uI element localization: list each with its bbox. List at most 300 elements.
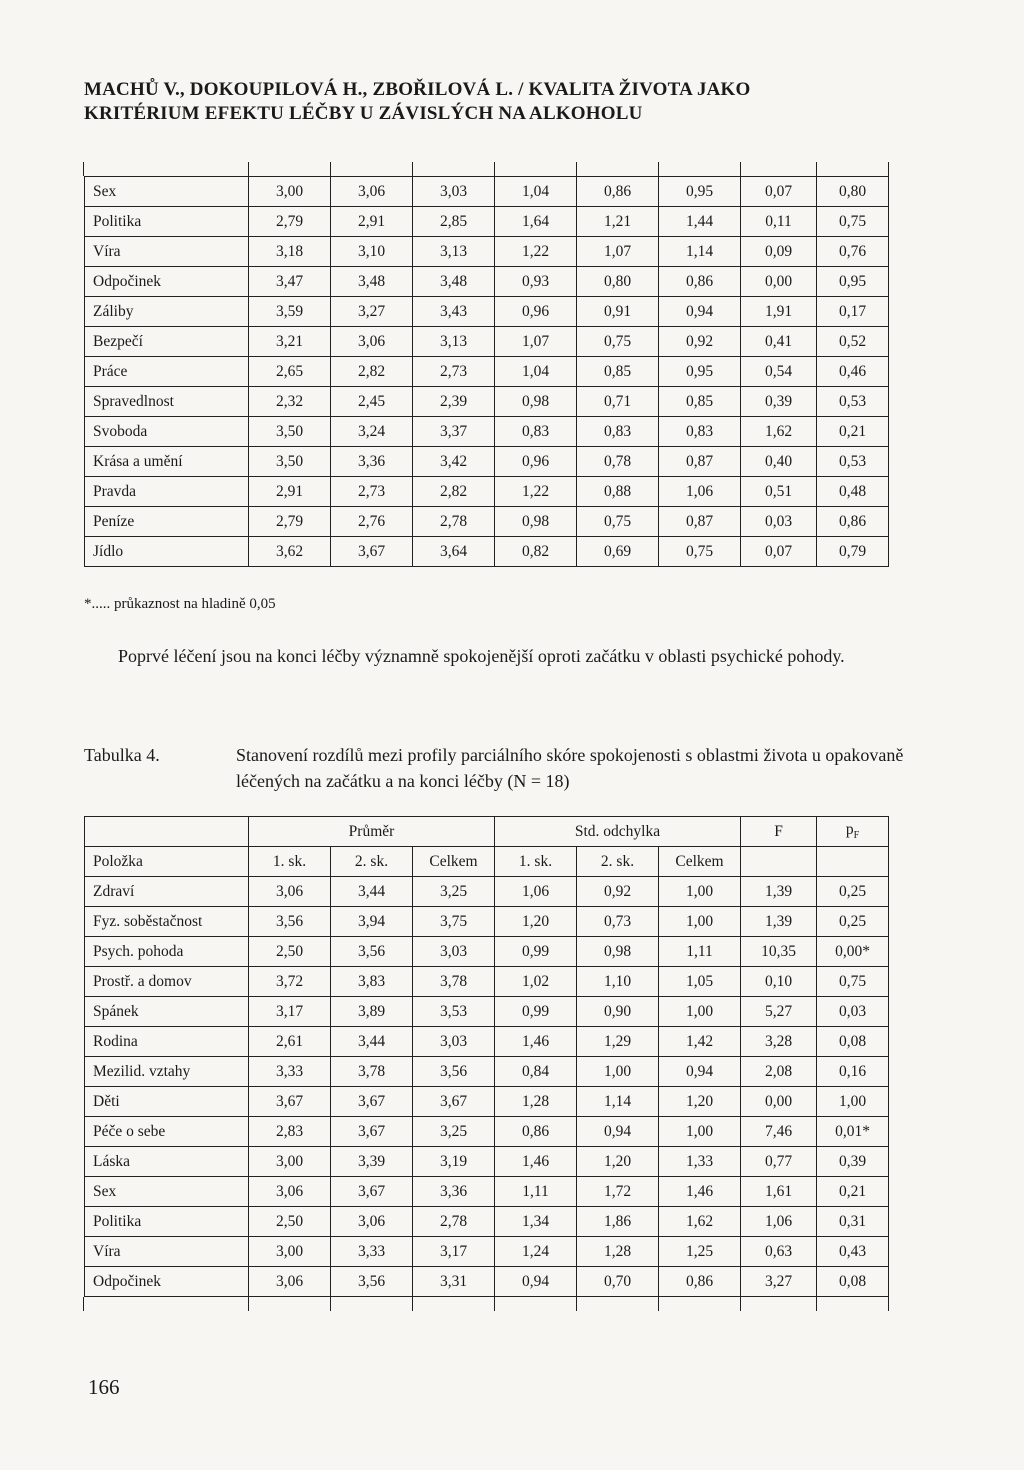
column-stub-line: [83, 1297, 84, 1311]
row-label: Zdraví: [85, 877, 249, 907]
table-cell: 0,95: [817, 267, 889, 297]
table-cell: 1,64: [495, 207, 577, 237]
table-cell: 3,18: [249, 237, 331, 267]
table-4: [84, 816, 889, 1297]
table-cell: 1,00: [659, 877, 741, 907]
table-cell: 3,83: [331, 967, 413, 997]
table-row: [85, 1267, 889, 1297]
table-cell: 0,09: [741, 237, 817, 267]
table-cell: 2,39: [413, 387, 495, 417]
table-row: [85, 1177, 889, 1207]
table-cell: 1,02: [495, 967, 577, 997]
column-stub-line: [576, 1297, 577, 1311]
table-cell: 3,17: [413, 1237, 495, 1267]
row-label: Spánek: [85, 997, 249, 1027]
table-cell: 3,06: [249, 877, 331, 907]
table-cell: 0,84: [495, 1057, 577, 1087]
table-cell: 0,75: [577, 507, 659, 537]
table-row: [85, 237, 889, 267]
table-cell: 3,47: [249, 267, 331, 297]
table-cell: 0,86: [817, 507, 889, 537]
row-label: Svoboda: [85, 417, 249, 447]
table-cell: 1,00: [659, 907, 741, 937]
row-label: Sex: [85, 177, 249, 207]
table-cell: 0,17: [817, 297, 889, 327]
row-label: Politika: [85, 207, 249, 237]
table-cell: 1,42: [659, 1027, 741, 1057]
table-cell: 0,41: [741, 327, 817, 357]
table-cell: 1,72: [577, 1177, 659, 1207]
table-cell: 3,17: [249, 997, 331, 1027]
table-cell: 1,00: [577, 1057, 659, 1087]
row-label: Peníze: [85, 507, 249, 537]
row-label: Prostř. a domov: [85, 967, 249, 997]
table-cell: 1,34: [495, 1207, 577, 1237]
table-cell: 1,28: [577, 1237, 659, 1267]
table-row: [85, 387, 889, 417]
table-cell: 3,36: [331, 447, 413, 477]
table-cell: 1,14: [577, 1087, 659, 1117]
table-row: [85, 967, 889, 997]
table-cell: 0,75: [817, 967, 889, 997]
table-cell: 0,21: [817, 417, 889, 447]
table-cell: 0,98: [495, 387, 577, 417]
table-row: [85, 177, 889, 207]
header-empty-f: [741, 847, 817, 877]
table-cell: 3,50: [249, 417, 331, 447]
column-stub-line: [740, 1297, 741, 1311]
column-stub-line: [658, 1297, 659, 1311]
row-label: Fyz. soběstačnost: [85, 907, 249, 937]
table-cell: 0,92: [659, 327, 741, 357]
row-label: Láska: [85, 1147, 249, 1177]
header-std-dev: Std. odchylka: [495, 817, 741, 847]
table-row: [85, 1057, 889, 1087]
table-cell: 1,28: [495, 1087, 577, 1117]
table-4-group-header-row: [85, 817, 889, 847]
table-cell: 2,50: [249, 1207, 331, 1237]
table-cell: 0,95: [659, 177, 741, 207]
table-cell: 1,61: [741, 1177, 817, 1207]
table-cell: 0,00: [741, 1087, 817, 1117]
table-cell: 2,83: [249, 1117, 331, 1147]
table-cell: 2,76: [331, 507, 413, 537]
header-mean: Průměr: [249, 817, 495, 847]
table-row: [85, 447, 889, 477]
row-label: Víra: [85, 237, 249, 267]
table-cell: 3,03: [413, 1027, 495, 1057]
table-cell: 3,56: [413, 1057, 495, 1087]
table-row: [85, 1027, 889, 1057]
running-header: [84, 78, 924, 126]
table-cell: 0,48: [817, 477, 889, 507]
table-row: [85, 207, 889, 237]
table-cell: 0,25: [817, 907, 889, 937]
column-stub-line: [494, 162, 495, 176]
table-cell: 2,73: [413, 357, 495, 387]
table-cell: 5,27: [741, 997, 817, 1027]
table-cell: 1,22: [495, 477, 577, 507]
table-cell: 0,08: [817, 1267, 889, 1297]
table-cell: 1,10: [577, 967, 659, 997]
table-cell: 0,54: [741, 357, 817, 387]
table-cell: 3,75: [413, 907, 495, 937]
column-stub-line: [816, 1297, 817, 1311]
table-caption-label: Tabulka 4.: [84, 745, 160, 765]
table-cell: 3,56: [249, 907, 331, 937]
table-cell: 1,46: [495, 1147, 577, 1177]
header-sub-column: 1. sk.: [495, 847, 577, 877]
table-cell: 0,85: [659, 387, 741, 417]
row-label: Odpočinek: [85, 267, 249, 297]
column-stub-line: [330, 162, 331, 176]
table-cell: 1,86: [577, 1207, 659, 1237]
table-cell: 3,00: [249, 1147, 331, 1177]
table-cell: 0,86: [659, 1267, 741, 1297]
table-cell: 1,21: [577, 207, 659, 237]
table-cell: 2,61: [249, 1027, 331, 1057]
table-cell: 1,46: [495, 1027, 577, 1057]
table-cell: 1,44: [659, 207, 741, 237]
table-row: [85, 297, 889, 327]
table-cell: 0,11: [741, 207, 817, 237]
column-stub-line: [248, 162, 249, 176]
row-label: Bezpečí: [85, 327, 249, 357]
header-p-main: p: [845, 821, 854, 839]
table-cell: 1,14: [659, 237, 741, 267]
row-label: Víra: [85, 1237, 249, 1267]
table-cell: 0,94: [495, 1267, 577, 1297]
table-cell: 3,31: [413, 1267, 495, 1297]
header-p: [817, 817, 889, 847]
table-cell: 3,27: [741, 1267, 817, 1297]
table-cell: 0,75: [817, 207, 889, 237]
table-cell: 2,91: [249, 477, 331, 507]
table-cell: 3,44: [331, 877, 413, 907]
table-cell: 0,31: [817, 1207, 889, 1237]
table-cell: 0,86: [659, 267, 741, 297]
table-cell: 3,42: [413, 447, 495, 477]
row-label: Záliby: [85, 297, 249, 327]
table-cell: 0,79: [817, 537, 889, 567]
table-cell: 0,96: [495, 297, 577, 327]
table-cell: 3,53: [413, 997, 495, 1027]
table-cell: 0,98: [495, 507, 577, 537]
table-cell: 0,39: [741, 387, 817, 417]
row-label: Krása a umění: [85, 447, 249, 477]
table-cell: 3,94: [331, 907, 413, 937]
table-cell: 3,56: [331, 1267, 413, 1297]
table-row: [85, 1087, 889, 1117]
header-sub-column: Celkem: [413, 847, 495, 877]
table-row: [85, 327, 889, 357]
table-cell: 3,37: [413, 417, 495, 447]
table-cell: 2,82: [331, 357, 413, 387]
table-cell: 0,96: [495, 447, 577, 477]
row-label: Pravda: [85, 477, 249, 507]
table-cell: 2,78: [413, 507, 495, 537]
table-row: [85, 877, 889, 907]
table-cell: 0,91: [577, 297, 659, 327]
table-row: [85, 907, 889, 937]
table-cell: 1,04: [495, 177, 577, 207]
table-cell: 0,25: [817, 877, 889, 907]
table-cell: 3,48: [413, 267, 495, 297]
table-continued: [84, 176, 889, 567]
table-row: [85, 1207, 889, 1237]
table-cell: 2,78: [413, 1207, 495, 1237]
table-cell: 3,24: [331, 417, 413, 447]
table-cell: 3,06: [249, 1177, 331, 1207]
table-cell: 0,77: [741, 1147, 817, 1177]
table-cell: 0,16: [817, 1057, 889, 1087]
table-cell: 2,50: [249, 937, 331, 967]
table-row: [85, 1117, 889, 1147]
table-cell: 3,67: [413, 1087, 495, 1117]
table-cell: 0,73: [577, 907, 659, 937]
table-row: [85, 507, 889, 537]
table-cell: 1,46: [659, 1177, 741, 1207]
table-cell: 1,00: [817, 1087, 889, 1117]
table-cell: 0,92: [577, 877, 659, 907]
table-cell: 0,71: [577, 387, 659, 417]
table-cell: 1,33: [659, 1147, 741, 1177]
table-cell: 0,52: [817, 327, 889, 357]
table-cell: 3,28: [741, 1027, 817, 1057]
table-cell: 0,51: [741, 477, 817, 507]
table-cell: 1,07: [577, 237, 659, 267]
table-cell: 0,88: [577, 477, 659, 507]
table-cell: 0,46: [817, 357, 889, 387]
table-cell: 3,62: [249, 537, 331, 567]
table-cell: 0,01*: [817, 1117, 889, 1147]
table-cell: 0,53: [817, 447, 889, 477]
table-cell: 2,85: [413, 207, 495, 237]
table-row: [85, 357, 889, 387]
table-cell: 3,21: [249, 327, 331, 357]
column-stub-line: [888, 162, 889, 176]
table-cell: 0,00: [741, 267, 817, 297]
table-cell: 3,50: [249, 447, 331, 477]
table-cell: 3,43: [413, 297, 495, 327]
table-cell: 0,75: [659, 537, 741, 567]
row-label: Odpočinek: [85, 1267, 249, 1297]
table-cell: 1,11: [495, 1177, 577, 1207]
header-p-subscript: F: [853, 830, 860, 842]
table-cell: 3,13: [413, 327, 495, 357]
header-sub-column: 1. sk.: [249, 847, 331, 877]
table-cell: 0,86: [495, 1117, 577, 1147]
table-cell: 3,00: [249, 177, 331, 207]
row-label: Rodina: [85, 1027, 249, 1057]
table-cell: 0,93: [495, 267, 577, 297]
table-4-body: [85, 877, 889, 1297]
table-cell: 0,90: [577, 997, 659, 1027]
table-cell: 3,36: [413, 1177, 495, 1207]
table-cell: 1,20: [577, 1147, 659, 1177]
table-cell: 3,67: [331, 537, 413, 567]
table-cell: 3,64: [413, 537, 495, 567]
table-cell: 1,29: [577, 1027, 659, 1057]
table-cell: 1,20: [659, 1087, 741, 1117]
table-cell: 1,25: [659, 1237, 741, 1267]
table-cell: 0,85: [577, 357, 659, 387]
table-cell: 3,67: [249, 1087, 331, 1117]
table-cell: 0,21: [817, 1177, 889, 1207]
row-label: Péče o sebe: [85, 1117, 249, 1147]
table-cell: 0,76: [817, 237, 889, 267]
table-row: [85, 997, 889, 1027]
table-cell: 0,53: [817, 387, 889, 417]
row-label: Politika: [85, 1207, 249, 1237]
table-cell: 1,00: [659, 1117, 741, 1147]
body-paragraph: Poprvé léčení jsou na konci léčby významně spokojenější oproti začátku v oblasti psychické pohody.: [118, 646, 845, 666]
table-row: [85, 537, 889, 567]
table-row: [85, 417, 889, 447]
table-cell: 1,62: [741, 417, 817, 447]
table-cell: 2,32: [249, 387, 331, 417]
table-cell: 3,67: [331, 1087, 413, 1117]
table-cell: 3,10: [331, 237, 413, 267]
table-cell: 3,03: [413, 177, 495, 207]
table-cell: 0,83: [659, 417, 741, 447]
table-cell: 0,00*: [817, 937, 889, 967]
table-cell: 1,24: [495, 1237, 577, 1267]
table-cell: 2,82: [413, 477, 495, 507]
column-stub-line: [83, 162, 84, 176]
table-cell: 3,03: [413, 937, 495, 967]
table-cell: 0,86: [577, 177, 659, 207]
column-stub-line: [330, 1297, 331, 1311]
table-row: [85, 267, 889, 297]
table-cell: 3,27: [331, 297, 413, 327]
table-cell: 7,46: [741, 1117, 817, 1147]
header-item: Položka: [85, 847, 249, 877]
table-cell: 0,70: [577, 1267, 659, 1297]
table-cell: 3,78: [413, 967, 495, 997]
table-cell: 3,89: [331, 997, 413, 1027]
table-cell: 0,43: [817, 1237, 889, 1267]
table-cell: 3,19: [413, 1147, 495, 1177]
table-cell: 2,73: [331, 477, 413, 507]
running-header-line-1: MACHŮ V., DOKOUPILOVÁ H., ZBOŘILOVÁ L. / KVALITA ŽIVOTA JAKO: [84, 79, 751, 100]
table-cell: 0,94: [577, 1117, 659, 1147]
table-row: [85, 937, 889, 967]
row-label: Jídlo: [85, 537, 249, 567]
table-cell: 0,07: [741, 177, 817, 207]
table-cell: 3,67: [331, 1177, 413, 1207]
table-cell: 3,44: [331, 1027, 413, 1057]
table-cell: 1,20: [495, 907, 577, 937]
table-cell: 2,45: [331, 387, 413, 417]
table-cell: 1,22: [495, 237, 577, 267]
table-cell: 0,94: [659, 1057, 741, 1087]
table-cell: 0,07: [741, 537, 817, 567]
table-cell: 3,59: [249, 297, 331, 327]
table-cell: 0,95: [659, 357, 741, 387]
column-stub-line: [412, 1297, 413, 1311]
table-cell: 10,35: [741, 937, 817, 967]
table-cell: 0,75: [577, 327, 659, 357]
column-stub-line: [740, 162, 741, 176]
page-number: 166: [88, 1375, 120, 1399]
column-stub-line: [248, 1297, 249, 1311]
table-cell: 3,25: [413, 1117, 495, 1147]
table-cell: 2,79: [249, 507, 331, 537]
table-cell: 0,83: [577, 417, 659, 447]
table-caption-text: Stanovení rozdílů mezi profily parciálního skóre spokojenosti s oblastmi života u opakovaně léčených na začátku a na konci léčby (N = 18): [236, 745, 904, 791]
table-cell: 0,94: [659, 297, 741, 327]
column-stub-line: [576, 162, 577, 176]
column-stub-line: [412, 162, 413, 176]
significance-footnote: *..... průkaznost na hladině 0,05: [84, 596, 276, 612]
row-label: Psych. pohoda: [85, 937, 249, 967]
table-cell: 2,79: [249, 207, 331, 237]
table-cell: 0,87: [659, 507, 741, 537]
row-label: Práce: [85, 357, 249, 387]
table-cell: 0,63: [741, 1237, 817, 1267]
table-cell: 3,33: [331, 1237, 413, 1267]
table-row: [85, 477, 889, 507]
table-cell: 3,06: [331, 327, 413, 357]
table-cell: 1,00: [659, 997, 741, 1027]
table-cell: 1,06: [741, 1207, 817, 1237]
table-cell: 0,80: [817, 177, 889, 207]
table-cell: 0,83: [495, 417, 577, 447]
table-4-sub-header-row: [85, 847, 889, 877]
header-sub-column: 2. sk.: [331, 847, 413, 877]
row-label: Mezilid. vztahy: [85, 1057, 249, 1087]
row-label: Spravedlnost: [85, 387, 249, 417]
table-cell: 2,65: [249, 357, 331, 387]
table-cell: 1,06: [659, 477, 741, 507]
column-stub-line: [658, 162, 659, 176]
table-cell: 0,87: [659, 447, 741, 477]
table-row: [85, 1147, 889, 1177]
table-cell: 3,39: [331, 1147, 413, 1177]
table-cell: 3,33: [249, 1057, 331, 1087]
table-cell: 2,91: [331, 207, 413, 237]
header-empty-cell: [85, 817, 249, 847]
table-cell: 0,03: [817, 997, 889, 1027]
table-cell: 1,04: [495, 357, 577, 387]
table-cell: 0,08: [817, 1027, 889, 1057]
table-cell: 1,07: [495, 327, 577, 357]
row-label: Děti: [85, 1087, 249, 1117]
table-cell: 1,39: [741, 907, 817, 937]
table-cell: 0,80: [577, 267, 659, 297]
table-cell: 3,25: [413, 877, 495, 907]
column-stub-line: [816, 162, 817, 176]
table-cell: 3,48: [331, 267, 413, 297]
table-cell: 0,39: [817, 1147, 889, 1177]
table-cell: 0,99: [495, 997, 577, 1027]
table-cell: 0,69: [577, 537, 659, 567]
header-empty-p: [817, 847, 889, 877]
table-cell: 1,62: [659, 1207, 741, 1237]
table-cell: 0,82: [495, 537, 577, 567]
column-stub-line: [888, 1297, 889, 1311]
table-cell: 1,11: [659, 937, 741, 967]
table-cell: 3,06: [331, 177, 413, 207]
table-cell: 0,03: [741, 507, 817, 537]
table-cell: 3,13: [413, 237, 495, 267]
table-cell: 3,72: [249, 967, 331, 997]
table-cell: 3,56: [331, 937, 413, 967]
table-cell: 3,67: [331, 1117, 413, 1147]
table-1-body: [85, 177, 889, 567]
table-cell: 1,06: [495, 877, 577, 907]
